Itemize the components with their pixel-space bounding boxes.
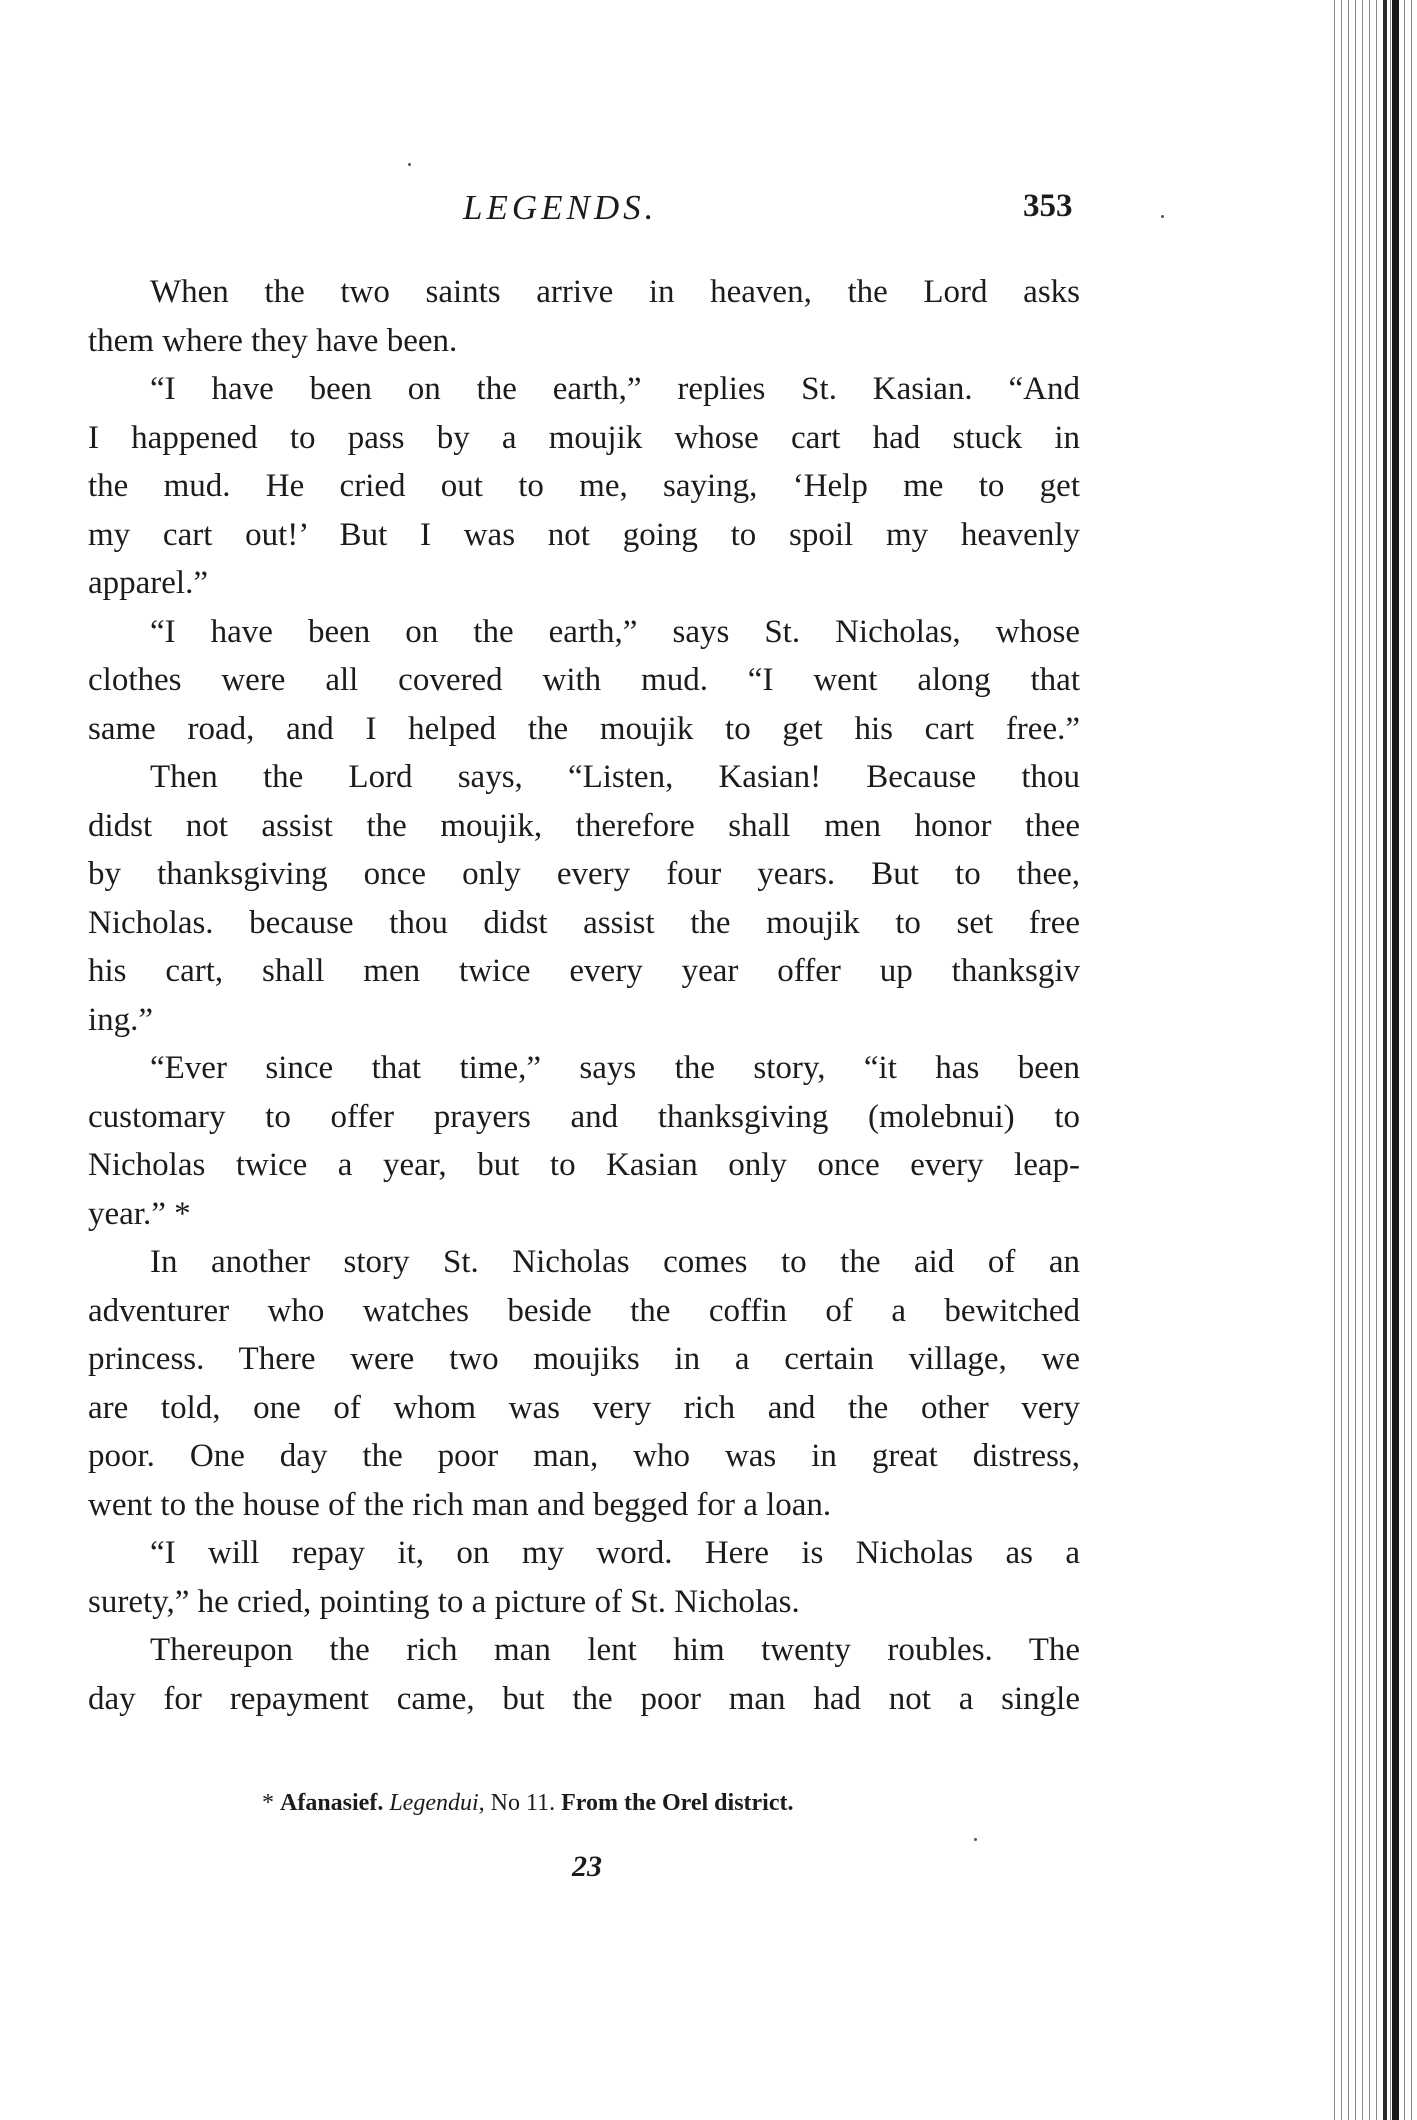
text-line: Then the Lord says, “Listen, Kasian! Because thou xyxy=(150,759,1080,795)
speck xyxy=(1161,215,1164,218)
text-line: clothes were all covered with mud. “I went along that xyxy=(88,662,1080,698)
text-line: “I have been on the earth,” replies St. Kasian. “And xyxy=(150,371,1080,407)
page-header xyxy=(88,188,1088,238)
footnote-number: No 11. xyxy=(490,1790,556,1816)
text-line: Nicholas. because thou didst assist the moujik to set free xyxy=(88,904,1080,941)
text-line: the mud. He cried out to me, saying, ‘Help me to get xyxy=(88,468,1080,504)
text-line: Thereupon the rich man lent him twenty roubles. The xyxy=(150,1632,1080,1668)
footnote xyxy=(262,1790,794,1817)
footnote-marker: * xyxy=(262,1790,274,1816)
text-line: customary to offer prayers and thanksgiving (molebnui) to xyxy=(88,1098,1080,1135)
text-line: my cart out!’ But I was not going to spoil my heavenly xyxy=(88,516,1080,553)
text-line: apparel.” xyxy=(88,565,208,601)
text-line: his cart, shall men twice every year offer up thanksgiv xyxy=(88,953,1080,989)
text-line: princess. There were two moujiks in a certain village, we xyxy=(88,1341,1080,1377)
footnote-source: From the Orel district. xyxy=(561,1790,794,1816)
page-number: 353 xyxy=(1023,188,1073,224)
text-line: day for repayment came, but the poor man had not a single xyxy=(88,1680,1080,1717)
text-line: year.” * xyxy=(88,1195,191,1232)
text-line: When the two saints arrive in heaven, the Lord asks xyxy=(150,274,1080,310)
binding-shadow-secondary xyxy=(1383,0,1387,2120)
footnote-author: Afanasief. xyxy=(280,1790,384,1816)
speck xyxy=(408,163,411,166)
text-line: by thanksgiving once only every four years. But to thee, xyxy=(88,856,1080,892)
binding-shadow xyxy=(1392,0,1399,2120)
text-line: adventurer who watches beside the coffin of a bewitched xyxy=(88,1292,1080,1329)
text-line: ing.” xyxy=(88,1001,154,1038)
signature-mark: 23 xyxy=(572,1850,602,1883)
text-line: same road, and I helped the moujik to get his cart free.” xyxy=(88,710,1080,747)
text-line: “I will repay it, on my word. Here is Nicholas as a xyxy=(150,1535,1080,1571)
text-line: “Ever since that time,” says the story, “it has been xyxy=(150,1050,1080,1086)
text-line: them where they have been. xyxy=(88,322,458,359)
footnote-title: Legendui, xyxy=(389,1790,485,1816)
speck xyxy=(974,1838,977,1841)
text-line: In another story St. Nicholas comes to the aid of an xyxy=(150,1244,1080,1280)
text-line: Nicholas twice a year, but to Kasian only once every leap- xyxy=(88,1147,1080,1183)
body-text xyxy=(88,268,1080,1723)
text-line: poor. One day the poor man, who was in great distress, xyxy=(88,1438,1080,1474)
text-line: surety,” he cried, pointing to a picture of St. Nicholas. xyxy=(88,1583,800,1620)
text-line: didst not assist the moujik, therefore shall men honor thee xyxy=(88,807,1080,844)
text-line: I happened to pass by a moujik whose cart had stuck in xyxy=(88,419,1080,456)
text-line: “I have been on the earth,” says St. Nicholas, whose xyxy=(150,613,1080,650)
running-head: LEGENDS. xyxy=(463,188,658,227)
text-line: went to the house of the rich man and begged for a loan. xyxy=(88,1486,832,1523)
text-line: are told, one of whom was very rich and the other very xyxy=(88,1389,1080,1426)
page-edge xyxy=(1331,0,1417,2120)
